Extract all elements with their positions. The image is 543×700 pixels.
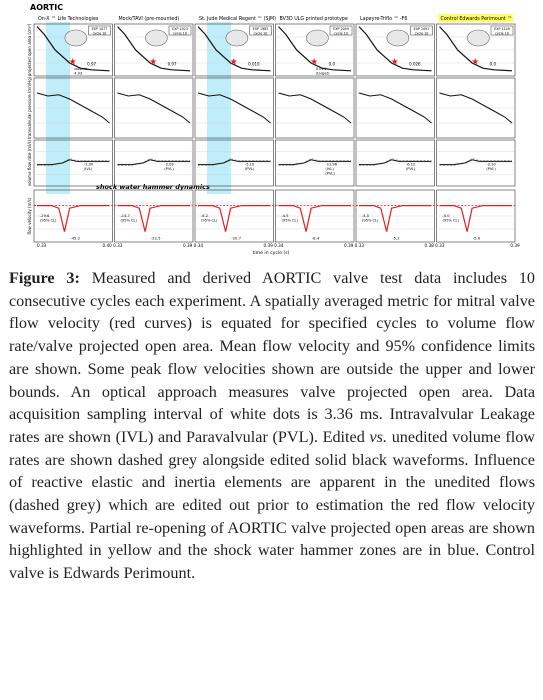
mean-velocity-value: (95% CL) [201, 218, 218, 223]
red-star-marker: ★ [229, 57, 238, 68]
experiment-label: cycle 10 [414, 31, 429, 36]
leakage-value: (PVL) [405, 166, 416, 171]
experiment-label: cycle 10 [92, 31, 107, 36]
experiment-label: EXP 2091 [413, 27, 430, 31]
red-star-marker: ★ [149, 57, 158, 68]
leakage-value: (IVL) [325, 166, 334, 171]
peak-velocity-value: -22.5 [150, 235, 161, 241]
mean-velocity-value: -5.0 [442, 214, 450, 219]
leakage-value: -11.96 [325, 162, 338, 167]
peak-velocity-value: -8.4 [311, 235, 320, 241]
experiment-label: EXP 1149 [494, 27, 510, 31]
mean-velocity-value: -4.5 [362, 214, 370, 219]
valve-thumbnail [226, 30, 248, 46]
caption-text-part1: Measured and derived AORTIC valve test data includes 10 consecutive cycles each experiment. A spatially averaged metric for mitral valve flow velocity (red curves) is equated for specified cycles to volume flow rate/valve projected open area. Mean flow velocity and 95% confidence limits are shown. Some peak flow velocities shown are outside the upper and lower bounds. An optical approach measures valve projected open area. Data acquisition sampling interval of white dots is 3.36 ms. Intravalvular Leakage rates are shown (IVL) and Paravalvular (PVL). Edited [9, 269, 536, 446]
mean-velocity-value: (95% CL) [120, 218, 137, 223]
x-tick-label: 0.33 [37, 243, 47, 248]
mean-velocity-value: -6.2 [201, 214, 209, 219]
row-axis-label: transvalvular pressure (mmHg) [27, 76, 32, 140]
experiment-label: EXP 1077 [91, 27, 108, 31]
leakage-value: (PVL) [244, 166, 255, 171]
row-axis-label: volume flow rate (ml/s) [27, 139, 32, 187]
mean-velocity-value: (95% CL) [442, 218, 459, 223]
open-area-value: 0.97 [167, 61, 177, 67]
figure-svg [0, 0, 543, 260]
experiment-label: EXP 2059 [333, 27, 349, 31]
x-tick-label: 0.38 0.33 [424, 243, 445, 248]
caption-text-part2: unedited volume flow rates are shown dashed grey alongside edited solid black waveforms. Influence of reactive elastic and inertia elements are apparent in the unedited flows (dashed grey) which are edited out prior to estimation the red flow velocity waveforms. Partial re-opening of AORTIC valve projected open areas are shown highlighted in yellow and the shock water hammer zones are in blue. Control valve is Edwards Perimount. [9, 427, 535, 583]
mean-velocity-value: (95% CL) [281, 218, 298, 223]
closure-annotation: closure [74, 66, 88, 71]
caption-label: Figure 3: [9, 269, 80, 287]
figure-caption [9, 267, 535, 585]
experiment-label: EXP 1983 [252, 27, 269, 31]
x-tick-label: 0.40 0.33 [102, 243, 123, 248]
row-axis-label: projected open area (cm²) [27, 23, 32, 77]
mean-velocity-value: (95% CL) [40, 218, 57, 223]
leakage-value: (PVL) [325, 171, 335, 176]
leakage-value: -2.00 [83, 162, 94, 167]
x-axis-label: time in cycle (s) [252, 251, 290, 256]
valve-name: St. Jude Medical Regent ™ (SJM) [199, 17, 277, 22]
red-star-marker: ★ [390, 57, 399, 68]
experiment-label: cycle 10 [334, 31, 348, 36]
valve-name: Mock/TAVI (pre-mounted) [118, 17, 180, 22]
red-star-marker: ★ [471, 57, 480, 68]
open-area-value: 0.0 [328, 61, 336, 67]
x-tick-label: 0.39 0.33 [344, 243, 364, 248]
experiment-label: cycle 10 [173, 31, 187, 36]
closure-annotation: 0.014 [315, 66, 327, 71]
leakage-value: (PVL) [164, 166, 174, 171]
x-tick-label: 0.39 0.34 [183, 243, 203, 248]
valve-thumbnail [306, 30, 328, 46]
figure-3-graphic [0, 0, 543, 260]
closure-annotation: (target) [315, 71, 330, 76]
valve-name: Lapeyre-Triflo ™ -F6 [360, 17, 408, 22]
shock-label: shock water hammer dynamics [96, 183, 210, 191]
leakage-value: (PVL) [486, 166, 496, 171]
leakage-value: -5.10 [244, 162, 255, 167]
experiment-label: cycle 10 [253, 31, 268, 36]
red-star-marker: ★ [310, 57, 319, 68]
leakage-value: -2.09 [164, 162, 174, 167]
row-axis-label: flow velocity (m/s) [27, 197, 32, 235]
open-area-value: 0.026 [409, 61, 421, 67]
leakage-value: -2.10 [486, 162, 496, 167]
leakage-value: (IVL) [83, 166, 93, 171]
peak-velocity-value: -20.7 [231, 235, 242, 241]
leakage-value: -6.12 [405, 162, 416, 167]
valve-thumbnail [467, 30, 489, 46]
valve-thumbnail [65, 30, 87, 46]
experiment-label: cycle 10 [495, 31, 509, 36]
caption-vs: vs. [369, 427, 388, 446]
mean-velocity-value: (95% CL) [362, 218, 379, 223]
open-area-value: 0.0 [489, 61, 497, 67]
mean-velocity-value: -14.7 [120, 214, 130, 219]
figure-title: AORTIC [30, 3, 64, 12]
valve-name: Control Edwards Perimount ™ [440, 17, 513, 22]
open-area-value: 0.97 [87, 61, 97, 67]
peak-velocity-value: -45.2 [70, 235, 81, 241]
x-tick-label: 0.39 [510, 243, 520, 248]
open-area-value: 0.010 [248, 61, 260, 67]
mean-velocity-value: -4.5 [281, 214, 289, 219]
valve-name: On-X ™ Life Technologies [38, 17, 99, 22]
x-tick-label: 0.39 0.34 [263, 243, 284, 248]
valve-name: BV3D ULG printed prototype [279, 17, 348, 22]
closure-annotation: 4.03 [74, 71, 83, 76]
valve-thumbnail [145, 30, 167, 46]
peak-velocity-value: -5.0 [472, 235, 481, 241]
red-star-marker: ★ [68, 57, 77, 68]
experiment-label: EXP 1923 [172, 27, 188, 31]
mean-velocity-value: -29.6 [40, 214, 50, 219]
valve-thumbnail [387, 30, 409, 46]
peak-velocity-value: -5.2 [392, 235, 400, 241]
